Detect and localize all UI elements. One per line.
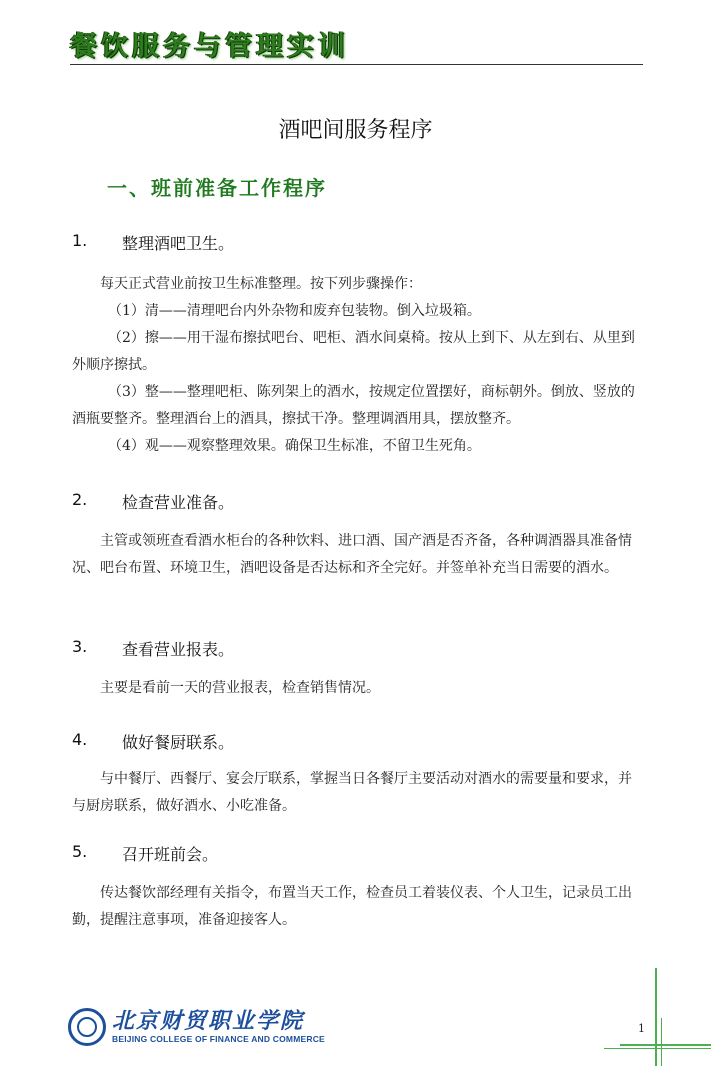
item-number: 5. — [72, 842, 88, 861]
item-number: 4. — [72, 730, 88, 749]
paragraph: （1）清——清理吧台内外杂物和废弃包装物。倒入垃圾箱。 — [108, 303, 481, 319]
paragraph: 与中餐厅、西餐厅、宴会厅联系，掌握当日各餐厅主要活动对酒水的需要量和要求，并与厨房联系，做好酒水、小吃准备。 — [72, 771, 632, 814]
paragraph: 传达餐饮部经理有关指令，布置当天工作，检查员工着装仪表、个人卫生，记录员工出勤，提醒注意事项，准备迎接客人。 — [72, 885, 632, 928]
header-title: 餐饮服务与管理实训 — [70, 31, 349, 62]
section-heading: 一、班前准备工作程序 — [107, 176, 327, 200]
item-title: 检查营业准备。 — [122, 493, 235, 512]
item-number: 2. — [72, 490, 88, 509]
paragraph: （3）整——整理吧柜、陈列架上的酒水，按规定位置摆好，商标朝外。倒放、竖放的酒瓶要整齐。整理酒台上的酒具，擦拭干净。整理调酒用具，摆放整齐。 — [72, 384, 635, 427]
item-body-2 — [72, 528, 644, 582]
item-heading-3 — [72, 637, 234, 660]
paragraph: 主要是看前一天的营业报表，检查销售情况。 — [100, 680, 380, 696]
item-title: 整理酒吧卫生。 — [122, 234, 235, 253]
item-title: 查看营业报表。 — [122, 640, 235, 659]
corner-ornament-line — [604, 1048, 711, 1049]
college-seal-icon — [68, 1008, 106, 1046]
corner-ornament-line — [620, 1044, 711, 1046]
logo-chinese-name: 北京财贸职业学院 — [112, 1009, 305, 1034]
item-heading-1 — [72, 231, 234, 254]
item-body-5 — [72, 880, 644, 934]
paragraph: 主管或领班查看酒水柜台的各种饮料、进口酒、国产酒是否齐备，各种调酒器具准备情况、吧台布置、环境卫生，酒吧设备是否达标和齐全完好。并签单补充当日需要的酒水。 — [72, 533, 632, 576]
item-heading-4 — [72, 730, 234, 753]
page-number: 1 — [638, 1022, 645, 1035]
item-heading-2 — [72, 490, 234, 513]
item-body-1 — [72, 271, 644, 460]
document-title: 酒吧间服务程序 — [278, 118, 433, 143]
item-body-3 — [72, 675, 644, 702]
item-body-4 — [72, 766, 644, 820]
item-title: 召开班前会。 — [122, 845, 219, 864]
item-title: 做好餐厨联系。 — [122, 733, 235, 752]
header-rule — [70, 64, 643, 65]
corner-ornament-line — [661, 1018, 662, 1066]
paragraph: （4）观——观察整理效果。确保卫生标准，不留卫生死角。 — [108, 438, 481, 454]
paragraph: 每天正式营业前按卫生标准整理。按下列步骤操作： — [100, 276, 422, 292]
item-number: 1. — [72, 231, 88, 250]
item-heading-5 — [72, 842, 218, 865]
item-number: 3. — [72, 637, 88, 656]
paragraph: （2）擦——用干湿布擦拭吧台、吧柜、酒水间桌椅。按从上到下、从左到右、从里到外顺序擦拭。 — [72, 330, 635, 373]
corner-ornament-line — [655, 968, 657, 1066]
logo-english-name: BEIJING COLLEGE OF FINANCE AND COMMERCE — [112, 1034, 325, 1044]
college-logo — [68, 1008, 325, 1046]
